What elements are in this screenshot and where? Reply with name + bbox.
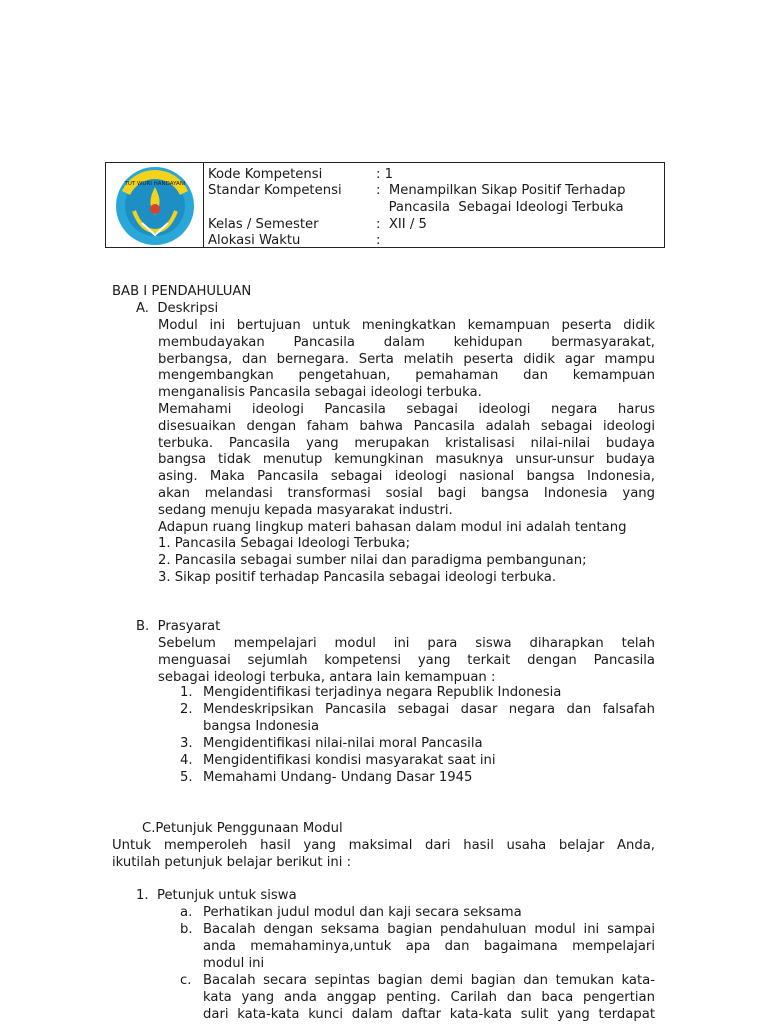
kode-kompetensi-label: Kode Kompetensi: [208, 167, 323, 182]
paragraph-line: 3. Sikap positif terhadap Pancasila sebagai ideologi terbuka.: [158, 570, 557, 585]
paragraph-line: disesuaikan dengan faham bahwa Pancasila adalah sebagai ideologi: [158, 418, 655, 434]
list-item-text: Bacalah dengan seksama bagian pendahuluan modul ini sampai: [203, 922, 655, 937]
standar-kompetensi-label: Standar Kompetensi: [208, 183, 342, 198]
paragraph-line: 2. Pancasila sebagai sumber nilai dan paradigma pembangunan;: [158, 553, 587, 569]
paragraph-line: mengembangkan pengetahuan, pemahaman dan kemampuan: [158, 368, 655, 384]
section-c-heading: C.Petunjuk Penggunaan Modul: [142, 821, 343, 836]
list-item-text: Perhatikan judul modul dan kaji secara seksama: [203, 905, 522, 920]
paragraph-line: terbuka. Pancasila yang merupakan kristalisasi nilai-nilai budaya: [158, 435, 655, 451]
standar-kompetensi-value-cont: Pancasila Sebagai Ideologi Terbuka: [376, 200, 624, 215]
paragraph-line: berbangsa, dan bernegara. Serta melatih peserta didik agar mampu: [158, 351, 655, 367]
list-item-text: Mengidentifikasi kondisi masyarakat saat ini: [203, 753, 496, 768]
kelas-semester-label: Kelas / Semester: [208, 217, 319, 232]
paragraph-line: membudayakan Pancasila dalam kehidupan bermasyarakat,: [158, 334, 655, 350]
section-b-heading: B. Prasyarat: [136, 619, 221, 634]
paragraph-line: sedang menuju kepada masyarakat industri.: [158, 502, 453, 518]
paragraph-line: Modul ini bertujuan untuk meningkatkan kemampuan peserta didik: [158, 318, 655, 333]
alokasi-waktu-label: Alokasi Waktu: [208, 233, 301, 248]
list-number: 2.: [180, 702, 193, 717]
kelas-semester-value: : XII / 5: [376, 217, 427, 232]
list-number: 3.: [180, 736, 193, 751]
paragraph-line: menganalisis Pancasila sebagai ideologi terbuka.: [158, 385, 482, 401]
paragraph-line: asing. Maka Pancasila sebagai ideologi nasional bangsa Indonesia,: [158, 469, 655, 485]
list-item-text: modul ini: [203, 956, 265, 971]
standar-kompetensi-value: : Menampilkan Sikap Positif Terhadap: [376, 183, 626, 198]
list-letter: b.: [180, 922, 193, 937]
list-item-text: Memahami Undang- Undang Dasar 1945: [203, 770, 473, 785]
paragraph-line: bangsa tidak menutup kemungkinan masuknya unsur-unsur budaya: [158, 452, 655, 468]
list-number: 4.: [180, 753, 193, 768]
list-item-text: dari kata-kata kunci dalam daftar kata-kata sulit yang terdapat: [203, 1007, 655, 1022]
section-c-subheading: 1. Petunjuk untuk siswa: [136, 888, 297, 903]
paragraph-line: Memahami ideologi Pancasila sebagai ideologi negara harus: [158, 402, 655, 417]
list-number: 1.: [180, 685, 193, 700]
kode-kompetensi-value: : 1: [376, 167, 394, 182]
list-letter: a.: [180, 905, 193, 920]
paragraph-line: Adapun ruang lingkup materi bahasan dalam modul ini adalah tentang: [158, 519, 627, 535]
paragraph-line: Untuk memperoleh hasil yang maksimal dari hasil usaha belajar Anda,: [112, 838, 655, 853]
list-letter: c.: [180, 973, 192, 988]
list-number: 5.: [180, 770, 193, 785]
list-item-text: Mengidentifikasi terjadinya negara Republik Indonesia: [203, 685, 562, 700]
list-item-text: bangsa Indonesia: [203, 719, 320, 734]
logo-cell: [106, 163, 204, 247]
list-item-text: Mendeskripsikan Pancasila sebagai dasar negara dan falsafah: [203, 702, 655, 717]
paragraph-line: menguasai sejumlah kompetensi yang terkait dengan Pancasila: [158, 652, 655, 668]
section-a-heading: A. Deskripsi: [136, 301, 219, 316]
list-item-text: anda memahaminya,untuk apa dan bagaimana mempelajari: [203, 939, 655, 954]
paragraph-line: Sebelum mempelajari modul ini para siswa diharapkan telah: [158, 636, 655, 651]
header-table: [105, 162, 665, 248]
bab-title: BAB I PENDAHULUAN: [112, 284, 252, 299]
list-item-text: kata yang anda anggap penting. Carilah dan baca pengertian: [203, 990, 655, 1005]
tut-wuri-handayani-logo: [112, 165, 198, 247]
paragraph-line: akan melandasi transformasi sosial bagi bangsa Indonesia yang: [158, 486, 655, 501]
paragraph-line: 1. Pancasila Sebagai Ideologi Terbuka;: [158, 536, 411, 552]
list-item-text: Bacalah secara sepintas bagian demi bagian dan temukan kata-: [203, 973, 655, 988]
paragraph-line: ikutilah petunjuk belajar berikut ini :: [112, 854, 352, 870]
logo-text: TUT WURI HANDAYANI: [124, 181, 186, 187]
list-item-text: Mengidentifikasi nilai-nilai moral Pancasila: [203, 736, 483, 751]
paragraph-line: sebagai ideologi terbuka, antara lain kemampuan :: [158, 669, 496, 685]
alokasi-waktu-value: :: [376, 233, 381, 248]
